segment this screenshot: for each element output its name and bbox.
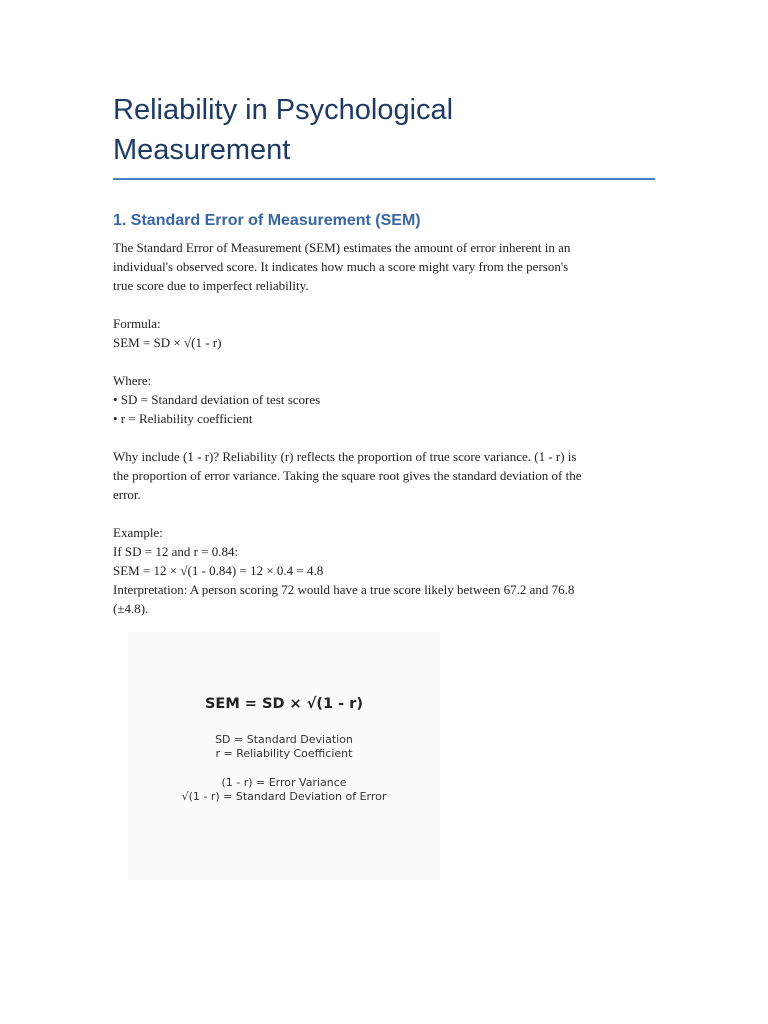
figure-note: (1 - r) = Error Variance <box>221 776 347 789</box>
intro-paragraph <box>113 238 655 295</box>
example-label: Example: <box>113 525 163 540</box>
figure-definitions <box>128 733 440 761</box>
title-line-2: Measurement <box>113 134 291 166</box>
title-line-1: Reliability in Psychological <box>113 94 454 126</box>
where-paragraph <box>113 371 655 428</box>
intro-line: The Standard Error of Measurement (SEM) estimates the amount of error inherent in an <box>113 240 571 255</box>
intro-line: true score due to imperfect reliability. <box>113 278 309 293</box>
figure-formula: SEM = SD × √(1 - r) <box>204 696 364 712</box>
why-line: error. <box>113 487 141 502</box>
why-paragraph <box>113 447 655 504</box>
interpretation-line: Interpretation: A person scoring 72 would have a true score likely between 67.2 and 76.8 <box>113 582 575 597</box>
where-item: • r = Reliability coefficient <box>113 411 253 426</box>
sem-formula-figure <box>128 632 440 880</box>
figure-note: √(1 - r) = Standard Deviation of Error <box>181 790 387 803</box>
title-divider <box>113 178 655 180</box>
formula-paragraph <box>113 314 655 352</box>
figure-definition: r = Reliability Coefficient <box>215 747 353 760</box>
intro-line: individual's observed score. It indicates how much a score might vary from the person's <box>113 259 569 274</box>
interpretation-line: (±4.8). <box>113 601 149 616</box>
why-line: the proportion of error variance. Taking the square root gives the standard deviation of the <box>113 468 582 483</box>
why-line: Why include (1 - r)? Reliability (r) reflects the proportion of true score variance. (1 - r) is <box>113 449 577 464</box>
where-label: Where: <box>113 373 152 388</box>
where-item: • SD = Standard deviation of test scores <box>113 392 321 407</box>
document-title <box>113 90 655 170</box>
document-page <box>113 90 655 637</box>
formula-text: SEM = SD × √(1 - r) <box>113 335 222 350</box>
formula-label: Formula: <box>113 316 161 331</box>
example-line: SEM = 12 × √(1 - 0.84) = 12 × 0.4 = 4.8 <box>113 563 324 578</box>
figure-definition: SD = Standard Deviation <box>215 733 353 746</box>
example-line: If SD = 12 and r = 0.84: <box>113 544 239 559</box>
example-paragraph <box>113 523 655 618</box>
section-heading-sem: 1. Standard Error of Measurement (SEM) <box>113 212 421 229</box>
figure-notes <box>128 776 440 804</box>
